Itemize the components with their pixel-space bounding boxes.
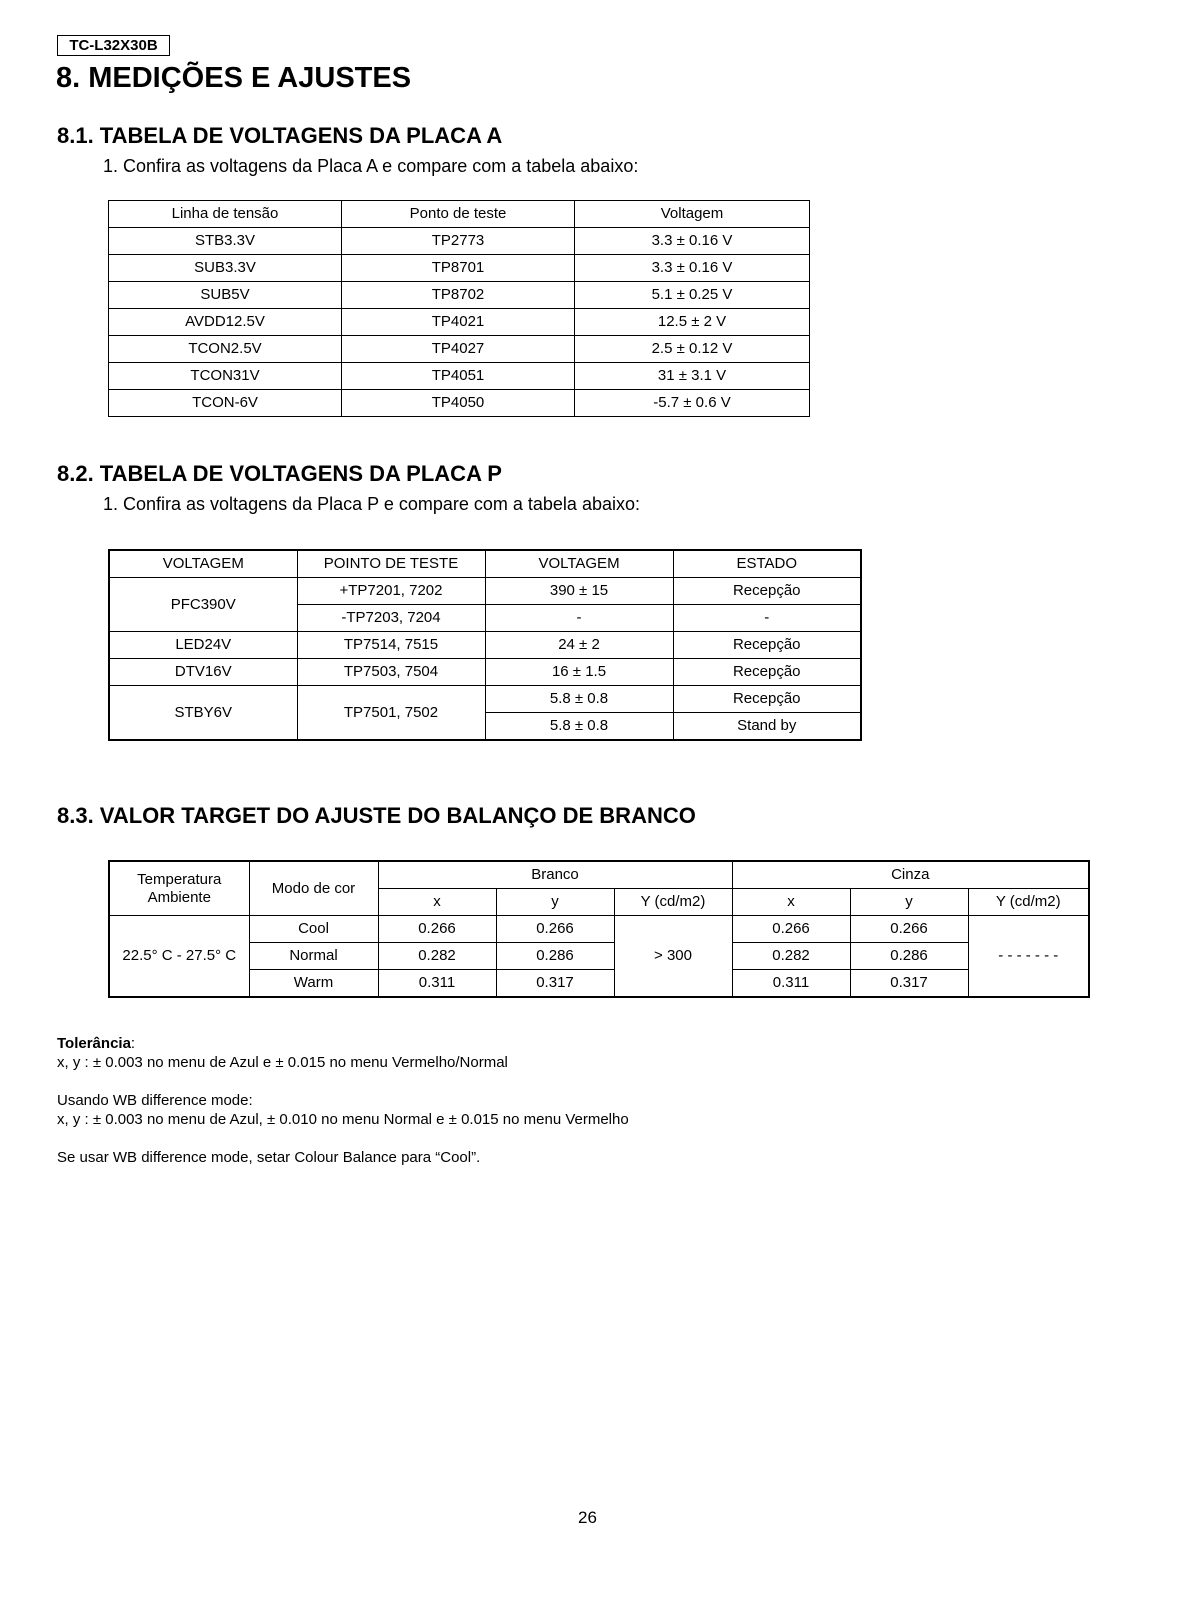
table-cell: TP4021 <box>342 309 575 336</box>
table-cell: SUB3.3V <box>109 255 342 282</box>
table-cell: Recepção <box>673 659 861 686</box>
page-title: 8. MEDIÇÕES E AJUSTES <box>56 62 412 94</box>
header-cell: y <box>496 889 614 916</box>
wb-mode-label: Usando WB difference mode: <box>57 1092 253 1109</box>
table-cell: 0.286 <box>850 943 968 970</box>
table-cell: DTV16V <box>109 659 297 686</box>
table-cell: 0.282 <box>732 943 850 970</box>
table-cell: 0.266 <box>378 916 496 943</box>
wb-mode-line: x, y : ± 0.003 no menu de Azul, ± 0.010 no menu Normal e ± 0.015 no menu Vermelho <box>57 1111 629 1128</box>
table-cell: 0.282 <box>378 943 496 970</box>
model-label: TC-L32X30B <box>57 35 170 56</box>
table-cell: -5.7 ± 0.6 V <box>575 390 810 417</box>
table-cell: 5.8 ± 0.8 <box>485 686 673 713</box>
table-cell: 31 ± 3.1 V <box>575 363 810 390</box>
table-header-row <box>109 861 1089 889</box>
section-p-title: 8.2. TABELA DE VOLTAGENS DA PLACA P <box>57 461 502 486</box>
table-cell: TP7514, 7515 <box>297 632 485 659</box>
table-cell: TP8701 <box>342 255 575 282</box>
tolerance-heading <box>57 1034 508 1053</box>
table-cell: 0.266 <box>732 916 850 943</box>
header-cell: x <box>378 889 496 916</box>
table-cell: 5.1 ± 0.25 V <box>575 282 810 309</box>
table-cell: TCON-6V <box>109 390 342 417</box>
temperature-header-line2: Ambiente <box>147 888 211 906</box>
header-cell: VOLTAGEM <box>485 550 673 578</box>
table-cell: TP7503, 7504 <box>297 659 485 686</box>
table-cell: 0.311 <box>732 970 850 998</box>
table-row <box>109 255 810 282</box>
table-cell: 2.5 ± 0.12 V <box>575 336 810 363</box>
table-row <box>109 943 1089 970</box>
table-row <box>109 309 810 336</box>
tolerance-line: x, y : ± 0.003 no menu de Azul e ± 0.015 no menu Vermelho/Normal <box>57 1054 508 1071</box>
table-row <box>109 336 810 363</box>
table-cell: - <box>485 605 673 632</box>
table-cell: Cool <box>249 916 378 943</box>
mode-header: Modo de cor <box>249 861 378 916</box>
table-header-row <box>109 201 810 228</box>
header-cell: Y (cd/m2) <box>614 889 732 916</box>
table-cell: 0.286 <box>496 943 614 970</box>
header-cell: Voltagem <box>575 201 810 228</box>
table-cell: STB3.3V <box>109 228 342 255</box>
table-cell: Recepção <box>673 578 861 605</box>
table-cell: PFC390V <box>109 578 297 632</box>
table-cell: LED24V <box>109 632 297 659</box>
tolerance-label: Tolerância <box>57 1035 131 1052</box>
table-cell: 390 ± 15 <box>485 578 673 605</box>
white-header: Branco <box>378 861 732 889</box>
table-cell: STBY6V <box>109 686 297 741</box>
table-cell: 12.5 ± 2 V <box>575 309 810 336</box>
table-cell: - <box>673 605 861 632</box>
tolerance-note <box>57 1034 508 1072</box>
colour-balance-note: Se usar WB difference mode, setar Colour Balance para “Cool”. <box>57 1149 481 1166</box>
wb-mode-note <box>57 1091 629 1129</box>
table-cell: Stand by <box>673 713 861 741</box>
table-cell: Warm <box>249 970 378 998</box>
table-row <box>109 686 861 713</box>
table-cell: TP4050 <box>342 390 575 417</box>
table-cell: +TP7201, 7202 <box>297 578 485 605</box>
table-cell: 0.266 <box>496 916 614 943</box>
header-cell: POINTO DE TESTE <box>297 550 485 578</box>
table-cell: TP8702 <box>342 282 575 309</box>
table-header-row <box>109 550 861 578</box>
table-cell: 0.266 <box>850 916 968 943</box>
table-row <box>109 916 1089 943</box>
table-row <box>109 228 810 255</box>
table-row <box>109 970 1089 998</box>
header-cell: VOLTAGEM <box>109 550 297 578</box>
table-cell: 3.3 ± 0.16 V <box>575 255 810 282</box>
table-cell: -TP7203, 7204 <box>297 605 485 632</box>
header-cell: Ponto de teste <box>342 201 575 228</box>
table-row <box>109 578 861 605</box>
header-cell: ESTADO <box>673 550 861 578</box>
table-cell: TCON2.5V <box>109 336 342 363</box>
white-balance-table <box>108 860 1090 998</box>
table-cell: Recepção <box>673 632 861 659</box>
table-cell: TP2773 <box>342 228 575 255</box>
table-cell: AVDD12.5V <box>109 309 342 336</box>
table-row <box>109 390 810 417</box>
header-cell: y <box>850 889 968 916</box>
table-cell: Normal <box>249 943 378 970</box>
page-number: 26 <box>578 1508 597 1527</box>
section-p-intro: 1. Confira as voltagens da Placa P e compare com a tabela abaixo: <box>103 494 640 514</box>
table-cell: 24 ± 2 <box>485 632 673 659</box>
table-row <box>109 363 810 390</box>
temperature-range-cell: 22.5° C - 27.5° C <box>109 916 249 998</box>
table-cell: 0.317 <box>850 970 968 998</box>
header-cell: Y (cd/m2) <box>968 889 1089 916</box>
gray-header: Cinza <box>732 861 1089 889</box>
header-cell: x <box>732 889 850 916</box>
placa-p-voltage-table <box>108 549 862 741</box>
section-a-intro: 1. Confira as voltagens da Placa A e compare com a tabela abaixo: <box>103 156 639 176</box>
table-cell: 0.317 <box>496 970 614 998</box>
table-cell: TP4027 <box>342 336 575 363</box>
temperature-header-line1: Temperatura <box>137 870 222 888</box>
section-wb-title: 8.3. VALOR TARGET DO AJUSTE DO BALANÇO DE BRANCO <box>57 803 696 828</box>
table-cell: 5.8 ± 0.8 <box>485 713 673 741</box>
section-a-title: 8.1. TABELA DE VOLTAGENS DA PLACA A <box>57 123 503 148</box>
gray-Y-cell: - - - - - - - <box>968 916 1089 998</box>
table-cell: TP7501, 7502 <box>297 686 485 741</box>
table-cell: SUB5V <box>109 282 342 309</box>
table-cell: 3.3 ± 0.16 V <box>575 228 810 255</box>
tolerance-colon: : <box>130 1035 136 1052</box>
table-cell: TCON31V <box>109 363 342 390</box>
table-row <box>109 282 810 309</box>
temperature-header <box>109 861 249 916</box>
table-cell: 0.311 <box>378 970 496 998</box>
table-cell: TP4051 <box>342 363 575 390</box>
white-Y-cell: > 300 <box>614 916 732 998</box>
header-cell: Linha de tensão <box>109 201 342 228</box>
table-row <box>109 659 861 686</box>
table-cell: Recepção <box>673 686 861 713</box>
table-cell: 16 ± 1.5 <box>485 659 673 686</box>
placa-a-voltage-table <box>108 200 810 417</box>
table-row <box>109 632 861 659</box>
